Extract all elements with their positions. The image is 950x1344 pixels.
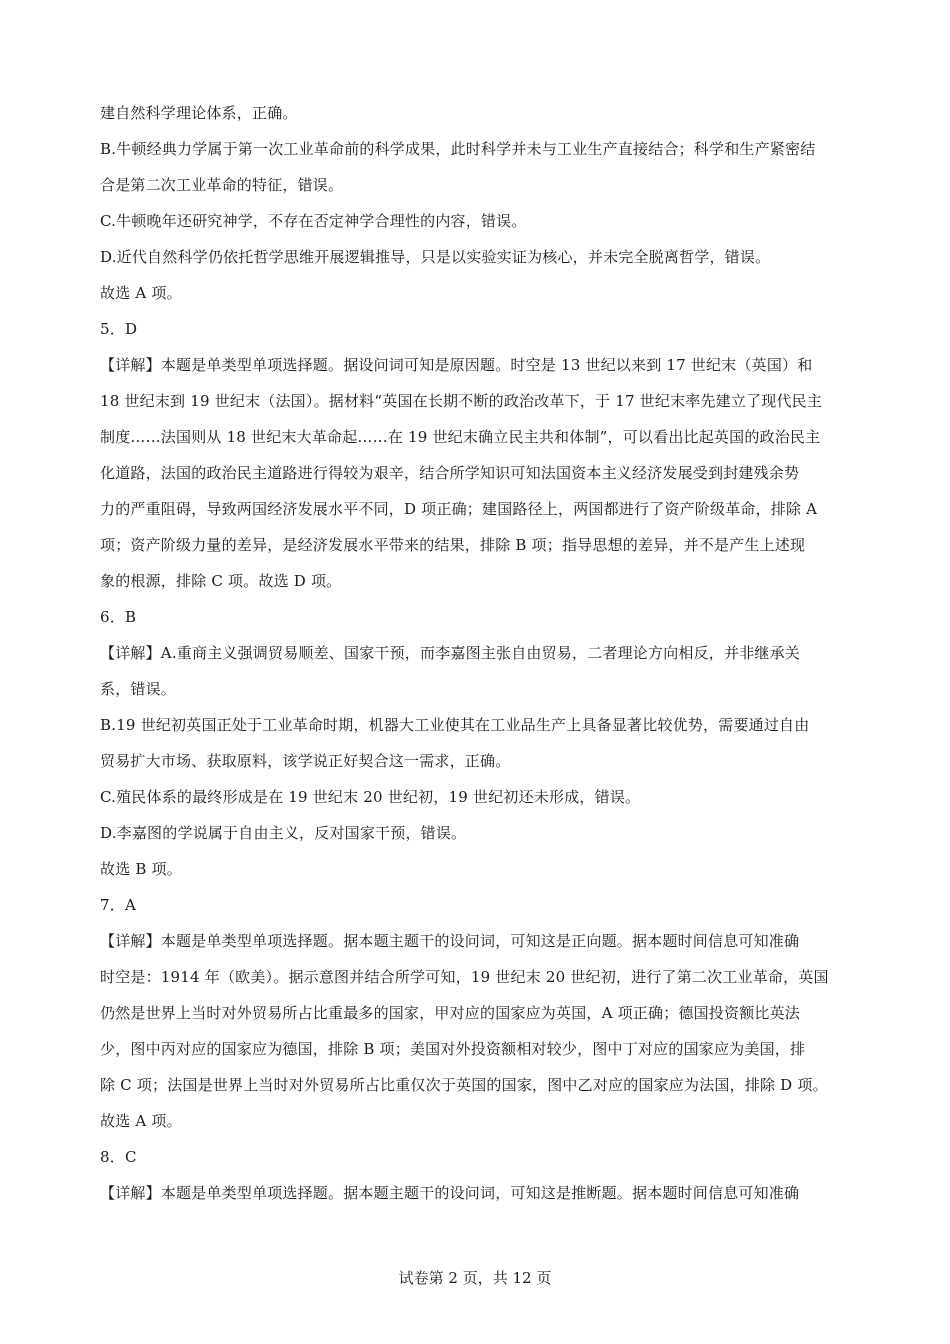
text-line: 建自然科学理论体系，正确。: [100, 104, 298, 122]
answer-explanation-body: [100, 95, 862, 1211]
text-line: 仍然是世界上当时对外贸易所占比重最多的国家，甲对应的国家应为英国，A 项正确；德国投资额比英法: [100, 1004, 801, 1022]
text-line: 合是第二次工业革命的特征，错误。: [100, 176, 344, 194]
text-line: 18 世纪末到 19 世纪末（法国）。据材料“英国在长期不断的政治改革下，于 17 世纪末率先建立了现代民主: [100, 392, 823, 410]
text-line: 【详解】本题是单类型单项选择题。据本题主题干的设问词，可知这是推断题。据本题时间信息可知准确: [100, 1184, 800, 1202]
page-footer: 试卷第 2 页，共 12 页: [398, 1269, 552, 1287]
text-line: 制度……法国则从 18 世纪末大革命起……在 19 世纪末确立民主共和体制”，可以看出比起英国的政治民主: [100, 428, 821, 446]
text-line: 故选 A 项。: [100, 1112, 182, 1130]
text-line: 贸易扩大市场、获取原料，该学说正好契合这一需求，正确。: [100, 752, 511, 770]
text-line: B.牛顿经典力学属于第一次工业革命前的科学成果，此时科学并未与工业生产直接结合；科学和生产紧密结: [100, 140, 816, 158]
text-line: 5．D: [100, 320, 138, 338]
text-line: 除 C 项；法国是世界上当时对外贸易所占比重仅次于英国的国家，图中乙对应的国家应为法国，排除 D 项。: [100, 1076, 828, 1094]
text-line: 化道路，法国的政治民主道路进行得较为艰辛，结合所学知识可知法国资本主义经济发展受到封建残余势: [100, 464, 800, 482]
text-line: 项；资产阶级力量的差异，是经济发展水平带来的结果，排除 B 项；指导思想的差异，并不是产生上述现: [100, 536, 806, 554]
text-line: 【详解】本题是单类型单项选择题。据本题主题干的设问词，可知这是正向题。据本题时间信息可知准确: [100, 932, 800, 950]
text-line: D.近代自然科学仍依托哲学思维开展逻辑推导，只是以实验实证为核心，并未完全脱离哲学，错误。: [100, 248, 771, 266]
text-line: B.19 世纪初英国正处于工业革命时期，机器大工业使其在工业品生产上具备显著比较优势，需要通过自由: [100, 716, 810, 734]
text-line: 6．B: [100, 608, 137, 626]
text-line: C.殖民体系的最终形成是在 19 世纪末 20 世纪初，19 世纪初还未形成，错误。: [100, 788, 641, 806]
text-line: 故选 A 项。: [100, 284, 182, 302]
text-line: 象的根源，排除 C 项。故选 D 项。: [100, 572, 342, 590]
text-line: 【详解】A.重商主义强调贸易顺差、国家干预，而李嘉图主张自由贸易，二者理论方向相反，并非继承关: [100, 644, 801, 662]
text-line: 7．A: [100, 896, 136, 914]
text-line: 少，图中丙对应的国家应为德国，排除 B 项；美国对外投资额相对较少，图中丁对应的国家应为美国，排: [100, 1040, 806, 1058]
text-line: 故选 B 项。: [100, 860, 182, 878]
text-line: 系，错误。: [100, 680, 177, 698]
text-line: 时空是：1914 年（欧美）。据示意图并结合所学可知，19 世纪末 20 世纪初，进行了第二次工业革命，英国: [100, 968, 829, 986]
text-line: D.李嘉图的学说属于自由主义，反对国家干预，错误。: [100, 824, 467, 842]
text-line: 力的严重阻碍，导致两国经济发展水平不同，D 项正确；建国路径上，两国都进行了资产阶级革命，排除 A: [100, 500, 818, 518]
text-line: 【详解】本题是单类型单项选择题。据设问词可知是原因题。时空是 13 世纪以来到 17 世纪末（英国）和: [100, 356, 813, 374]
text-line: C.牛顿晚年还研究神学，不存在否定神学合理性的内容，错误。: [100, 212, 527, 230]
text-line: 8．C: [100, 1148, 137, 1166]
